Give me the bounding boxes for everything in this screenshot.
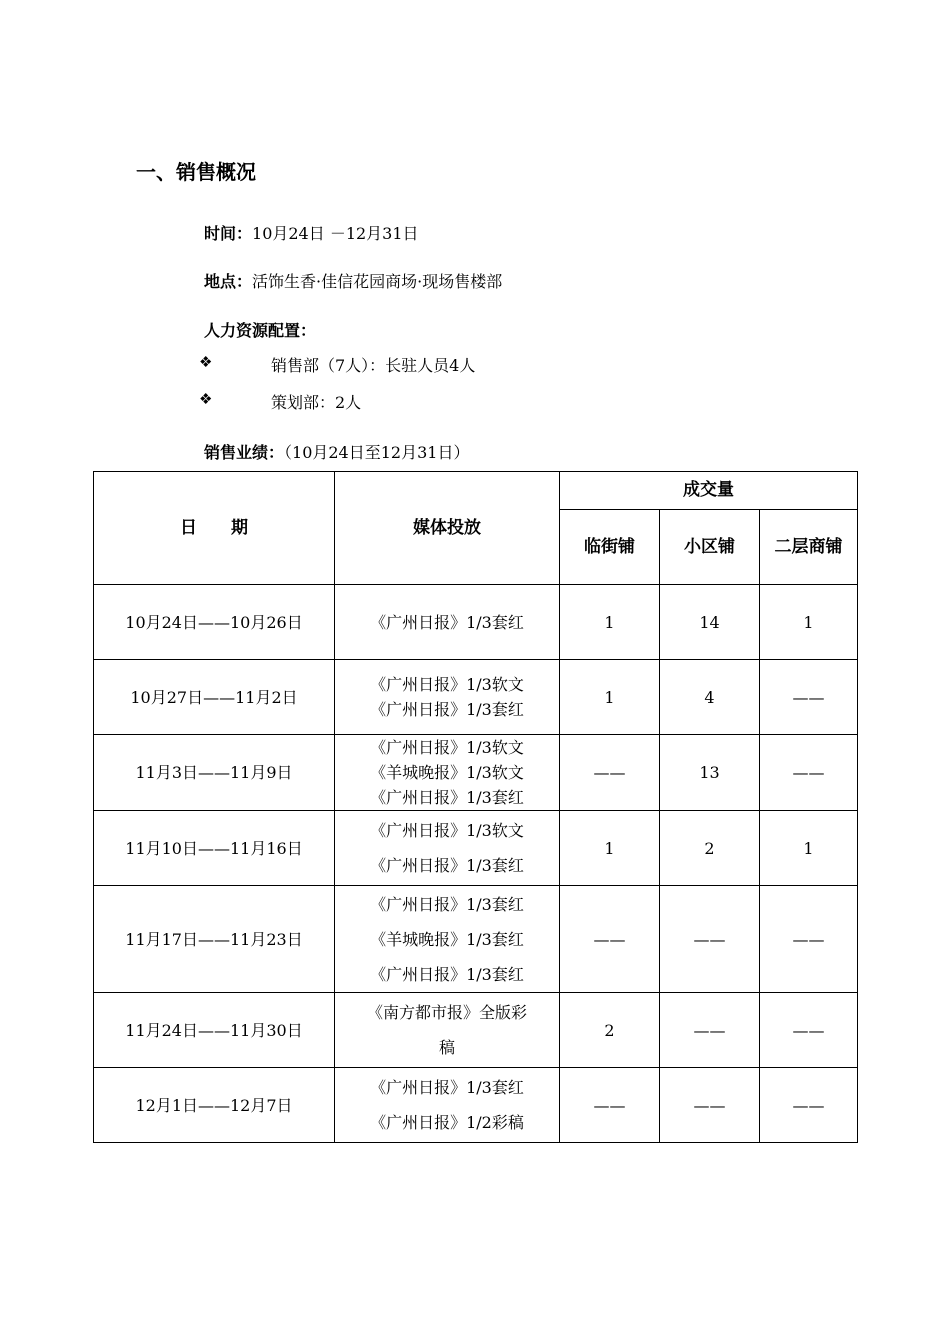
date-cell: 11月24日——11月30日 bbox=[94, 993, 335, 1068]
second-floor-count: —— bbox=[760, 1068, 858, 1143]
bullet-icon: ❖ bbox=[199, 390, 213, 408]
second-floor-count: —— bbox=[760, 993, 858, 1068]
table-row bbox=[94, 1068, 858, 1143]
sales-table bbox=[93, 471, 858, 1143]
time-label: 时间： bbox=[204, 224, 253, 243]
date-cell: 12月1日——12月7日 bbox=[94, 1068, 335, 1143]
place-value: 活饰生香·佳信花园商场·现场售楼部 bbox=[252, 272, 503, 291]
media-cell bbox=[335, 660, 560, 735]
street-count: 2 bbox=[560, 993, 660, 1068]
time-value: 10月24日 －12月31日 bbox=[252, 224, 419, 243]
community-count: —— bbox=[660, 1068, 760, 1143]
header-street-shop: 临街铺 bbox=[560, 510, 660, 585]
media-line: 《羊城晚报》1/3套红 bbox=[370, 929, 524, 949]
place-line bbox=[204, 269, 502, 292]
table-row bbox=[94, 735, 858, 811]
table-row bbox=[94, 886, 858, 993]
second-floor-count: 1 bbox=[760, 811, 858, 886]
second-floor-count: —— bbox=[760, 886, 858, 993]
media-line: 《广州日报》1/3套红 bbox=[370, 1078, 524, 1097]
street-count: —— bbox=[560, 886, 660, 993]
bullet-icon: ❖ bbox=[199, 353, 213, 371]
media-cell bbox=[335, 585, 560, 660]
hr-line bbox=[204, 318, 316, 341]
media-line: 《广州日报》1/3软文 bbox=[370, 738, 524, 757]
street-count: —— bbox=[560, 735, 660, 811]
media-cell bbox=[335, 886, 560, 993]
media-line: 《广州日报》1/3套红 bbox=[370, 612, 524, 632]
street-count: 1 bbox=[560, 660, 660, 735]
media-cell bbox=[335, 993, 560, 1068]
street-count: 1 bbox=[560, 585, 660, 660]
header-volume: 成交量 bbox=[560, 472, 858, 510]
media-line: 《广州日报》1/3套红 bbox=[370, 788, 524, 807]
media-line: 《广州日报》1/3套红 bbox=[370, 856, 524, 875]
date-cell: 11月10日——11月16日 bbox=[94, 811, 335, 886]
media-line: 《广州日报》1/3软文 bbox=[370, 675, 524, 694]
media-line: 《羊城晚报》1/3软文 bbox=[370, 763, 524, 782]
street-count: —— bbox=[560, 1068, 660, 1143]
section-title: 一、销售概况 bbox=[136, 160, 256, 184]
media-line: 《广州日报》1/3套红 bbox=[370, 894, 524, 914]
community-count: —— bbox=[660, 886, 760, 993]
media-cell bbox=[335, 735, 560, 811]
table-row bbox=[94, 993, 858, 1068]
street-count: 1 bbox=[560, 811, 660, 886]
community-count: 14 bbox=[660, 585, 760, 660]
date-cell: 11月17日——11月23日 bbox=[94, 886, 335, 993]
hr-label: 人力资源配置： bbox=[204, 321, 317, 340]
community-count: 13 bbox=[660, 735, 760, 811]
header-second-floor-shop: 二层商铺 bbox=[760, 510, 858, 585]
table-row bbox=[94, 660, 858, 735]
second-floor-count: —— bbox=[760, 660, 858, 735]
media-line: 《广州日报》1/3软文 bbox=[370, 821, 524, 840]
community-count: 4 bbox=[660, 660, 760, 735]
table-row bbox=[94, 585, 858, 660]
time-line bbox=[204, 221, 419, 244]
media-line: 《广州日报》1/3套红 bbox=[370, 964, 524, 984]
community-count: —— bbox=[660, 993, 760, 1068]
media-line: 《南方都市报》全版彩 bbox=[366, 1003, 527, 1022]
media-cell bbox=[335, 811, 560, 886]
header-media: 媒体投放 bbox=[335, 472, 560, 585]
second-floor-count: 1 bbox=[760, 585, 858, 660]
media-line: 《广州日报》1/3套红 bbox=[370, 700, 524, 719]
date-cell: 10月27日——11月2日 bbox=[94, 660, 335, 735]
performance-line bbox=[204, 440, 469, 463]
media-cell bbox=[335, 1068, 560, 1143]
second-floor-count: —— bbox=[760, 735, 858, 811]
hr-item-planning: 策划部：2人 bbox=[271, 393, 362, 412]
media-line: 稿 bbox=[438, 1038, 455, 1057]
header-date: 日 期 bbox=[94, 472, 335, 585]
performance-period: （10月24日至12月31日） bbox=[284, 443, 470, 462]
table-row bbox=[94, 811, 858, 886]
performance-label: 销售业绩： bbox=[204, 443, 285, 462]
media-line: 《广州日报》1/2彩稿 bbox=[370, 1113, 524, 1132]
place-label: 地点： bbox=[204, 272, 253, 291]
date-cell: 10月24日——10月26日 bbox=[94, 585, 335, 660]
header-community-shop: 小区铺 bbox=[660, 510, 760, 585]
community-count: 2 bbox=[660, 811, 760, 886]
hr-item-sales: 销售部（7人）：长驻人员4人 bbox=[271, 356, 476, 375]
date-cell: 11月3日——11月9日 bbox=[94, 735, 335, 811]
